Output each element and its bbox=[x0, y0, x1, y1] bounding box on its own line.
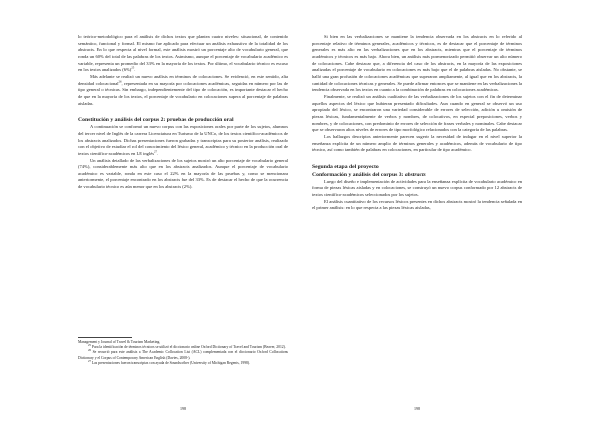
footnote-ref[interactable]: 26 bbox=[118, 79, 122, 84]
footnote-ref[interactable]: 25 bbox=[131, 65, 135, 70]
right-page bbox=[312, 34, 522, 414]
section-heading: Constitución y análisis del corpus 2: pruebas de producción oral bbox=[78, 117, 234, 124]
section-heading: Segunda etapa del proyecto bbox=[312, 163, 379, 170]
paragraph: El análisis cuantitativo de los recursos léxicos presentes en dichos abstracts mostró la tendencia señalada en el primer análisis: en lo que respecta a las piezas léxicas aisladas, bbox=[312, 198, 522, 211]
footnote: $^{26}$ Se recurrió para este análisis a The Academic Collocation List (ACL) complementada con el diccionario Oxford Collocations Dictionary y el Corpus of Contemporary American English (Davies, 2008-). bbox=[78, 348, 288, 360]
paragraph: Si bien en las verbalizaciones se mantiene la tendencia observada en los abstracts en lo referido al porcentaje relativo de términos generales, académicos y técnicos, es de destacar que el porcentaje de términos generales es más alto en las verbalizaciones que en los abstracts, mientras que el porcentaje de términos académicos y técnicos es más bajo. Ahora bien, un análisis más pormenorizado permitió observar un alto número de colocaciones. Cabe destacar que, a diferencia del caso de los abstracts, en la mayoría de las exposiciones analizadas el porcentaje de vocabulario en colocaciones es más bajo que el de palabras aisladas. No obstante, se halló una gran profusión de colocaciones académicas que superaron ampliamente, al igual que en los abstracts, la cantidad de colocaciones técnicas y generales. Se puede afirmar entonces que se mantiene en las verbalizaciones la tendencia observada en los textos en cuanto a la combinación de palabras en colocaciones académicas. bbox=[312, 34, 522, 93]
footnotes bbox=[78, 337, 288, 366]
left-page-body bbox=[78, 34, 288, 191]
footnote-divider bbox=[78, 337, 132, 338]
paragraph: Luego del diseño e implementación de actividades para la enseñanza explícita de vocabulario académico en forma de piezas léxicas aisladas y en colocaciones, se construyó un nuevo corpus conformado por 12 abstracts de textos científico-académicos seleccionados por los sujetos. bbox=[312, 178, 522, 198]
page-number: 198 bbox=[414, 406, 420, 411]
footnote: Management y Journal of Travel & Tourism Marketing. bbox=[78, 339, 161, 344]
left-page bbox=[78, 34, 288, 414]
footnote-ref[interactable]: 27 bbox=[154, 149, 158, 154]
right-page-body bbox=[312, 34, 522, 212]
paragraph: lo teórico-metodológico para el análisis de dichos textos que plantea cuatro niveles: situacional, de contenido semántico, funcional y formal. El mismo fue aplicado para efectuar un análisis exhaustivo de la totalidad de los abstracts. En lo que respecta al nivel formal, este análisis mostró un porcentaje alto de vocabulario general, que ronda un 60% del total de las palabras de los textos. Asimismo, aunque el porcentaje de vocabulario académico es variable, representa un promedio del 33% en la mayoría de los textos. Por último, el vocabulario técnico es escaso en los textos analizados $(6\%)^{25}$. bbox=[78, 34, 288, 73]
paragraph: Finalmente, se realizó un análisis cualitativo de las verbalizaciones de los sujetos con el fin de determinar aquellos aspectos del léxico que hubieran presentado dificultades. Aun cuando en general se observó un uso apropiado del léxico, se encontraron una variedad considerable de errores de selección, adición u omisión de piezas léxicas, fundamentalmente de verbos y nombres, de colocativos, en especial preposiciones, verbos y nombres, y de colocaciones, con predominio de errores de selección de frases verbales y nominales. Cabe destacar que se observaron altos niveles de errores de tipo morfológico relacionados con la categoría de las palabras. bbox=[312, 93, 522, 133]
subsection-heading: Conformación y análisis del corpus 3: abstracts bbox=[312, 171, 426, 178]
footnote: $^{25}$ Para la identificación de términos técnicos se utilizó el diccionario online Oxford Dictionary of Travel and Tourism (Beaver, 2012). bbox=[88, 342, 286, 349]
footnote: $^{27}$ Las presentaciones fueron transcriptas con ayuda de Soundscriber (University of Michigan Regents, 1998). bbox=[88, 358, 251, 366]
paragraph: Un análisis detallado de las verbalizaciones de los sujetos mostró un alto porcentaje de vocabulario general (74%), considerablemente más alto que en los abstracts analizados. Aunque el porcentaje de vocabulario académico es variable, ronda en este caso el 22% en la mayoría de las pruebas y, como se mencionara anteriormente, el porcentaje encontrado en los abstracts fue del 33%. Es de destacar el hecho de que la ocurrencia de vocabulario técnico es aún menor que en los abstracts (2%). bbox=[78, 157, 288, 190]
paragraph: Más adelante se realizó un nuevo análisis en términos de colocaciones. Se evidenció, en este sentido, alta densidad colocacional$^{26}$, representada en su mayoría por colocaciones académicas, seguidas en número por las de tipo general o técnicas. Sin embargo, independientemente del tipo de colocación, es importante destacar el hecho de que en la mayoría de los textos, el porcentaje de vocabulario en colocaciones supera al porcentaje de palabras aisladas. bbox=[78, 73, 288, 106]
paragraph: A continuación se conformó un nuevo corpus con las exposiciones orales por parte de los sujetos, alumnos del tercer nivel de Inglés de la carrera Licenciatura en Turismo de la UNCo, de los textos científico-académicos de los abstracts analizados. Dichas presentaciones fueron grabadas y transcriptas para su posterior análisis, realizado con el objetivo de estudiar el rol del conocimiento del léxico general, académico y técnico en la producción oral de textos científico-académicos en LE inglés$^{27}$. bbox=[78, 124, 288, 156]
page-number: 198 bbox=[180, 406, 186, 411]
paragraph: Los hallazgos descriptos anteriormente parecen sugerir la necesidad de indagar en el nivel superior la enseñanza explícita de un número amplio de términos generales y académicos, además de vocabulario de tipo técnico, así como también de palabras en colocaciones, en particular de tipo académico. bbox=[312, 133, 522, 153]
